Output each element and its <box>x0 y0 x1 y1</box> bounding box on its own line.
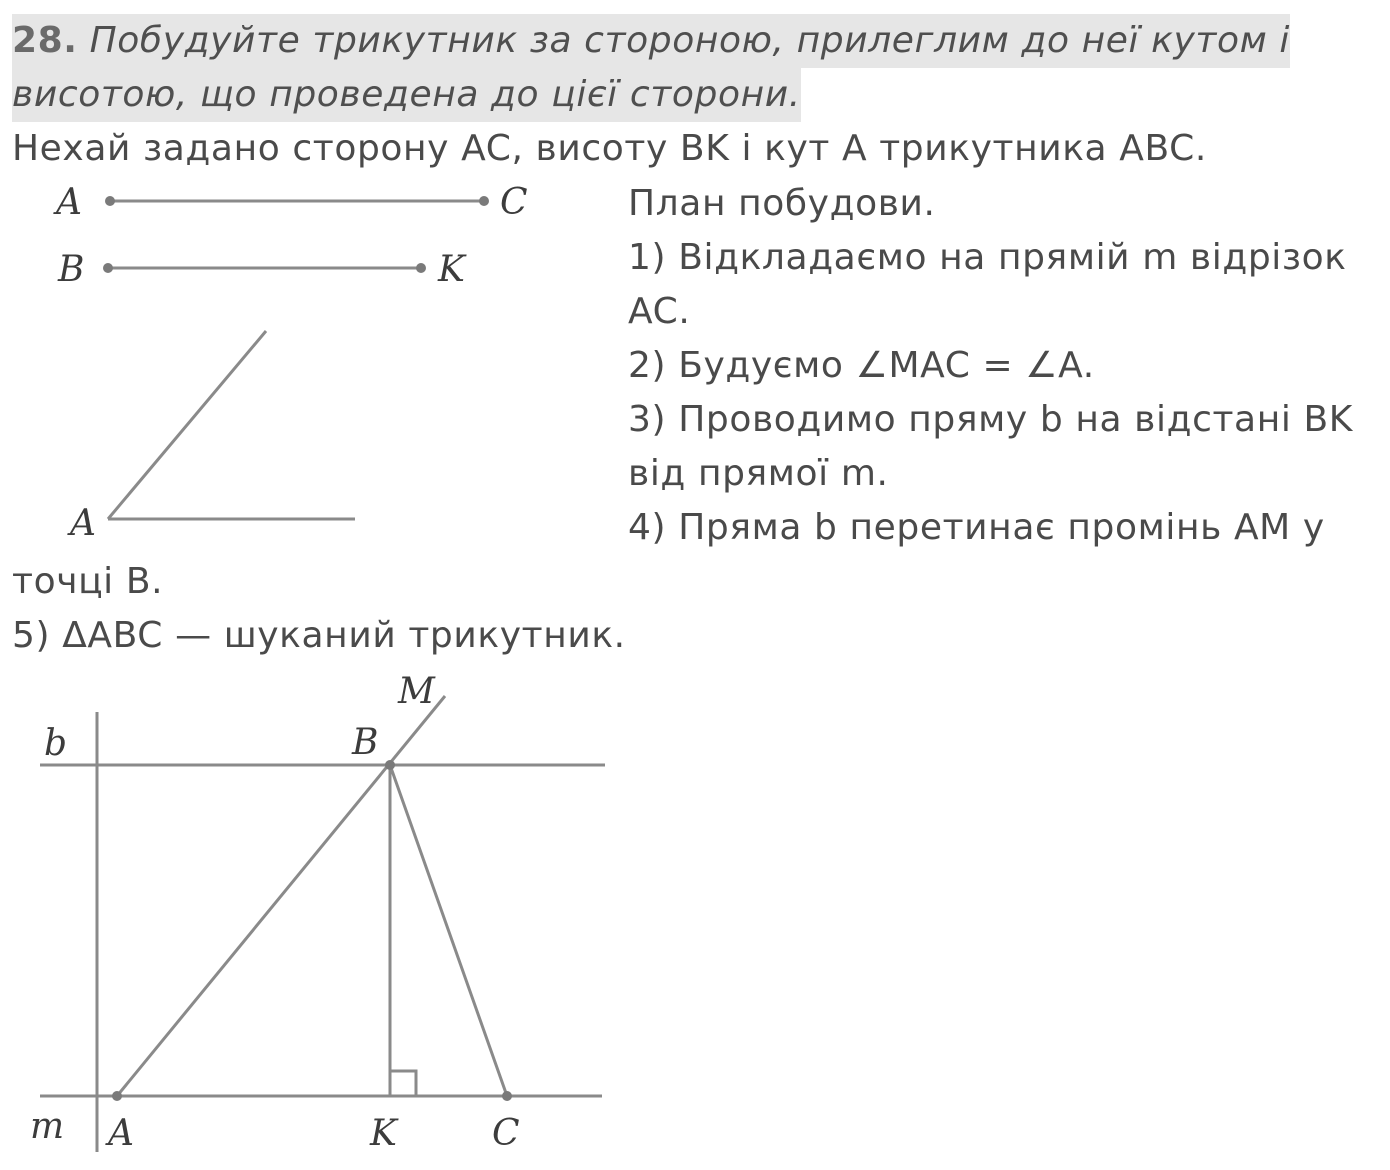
label-a-given: A <box>56 182 82 223</box>
plan-step-1-line-1: 1) Відкладаємо на прямій m відрізок <box>628 237 1347 278</box>
task-number: 28. <box>12 20 78 61</box>
plan-step-1-line-2: AC. <box>628 291 691 332</box>
point-a-construction <box>112 1091 122 1101</box>
label-line-b: b <box>44 723 68 764</box>
given-angle-a <box>67 331 355 544</box>
plan-step-5: 5) ΔABC — шуканий трикутник. <box>12 615 626 656</box>
point-a-dot <box>105 196 115 206</box>
label-line-m: m <box>30 1106 65 1147</box>
label-c-construction: C <box>492 1113 520 1154</box>
point-c-construction <box>502 1091 512 1101</box>
point-b-dot <box>103 263 113 273</box>
label-angle-a: A <box>70 503 96 544</box>
point-c-dot <box>479 196 489 206</box>
label-b-construction: B <box>352 722 379 763</box>
ray-am <box>117 696 445 1096</box>
point-b-construction <box>385 760 395 770</box>
task-text-1: Побудуйте трикутник за стороною, прилеглим до неї кутом і <box>89 20 1291 61</box>
given-segment-ac <box>53 182 528 223</box>
label-b-given: B <box>58 249 85 290</box>
plan-title: План побудови. <box>628 183 936 224</box>
label-k-construction: K <box>370 1113 397 1154</box>
right-angle-mark <box>390 1071 416 1096</box>
label-m-ray: M <box>398 671 435 712</box>
construction-figure <box>30 671 605 1154</box>
plan-step-4-line-1: 4) Пряма b перетинає промінь AM у <box>628 507 1325 548</box>
side-bc <box>390 765 507 1096</box>
label-k-given: K <box>438 249 465 290</box>
point-k-dot <box>416 263 426 273</box>
label-a-construction: A <box>108 1113 134 1154</box>
task-text-2: висотою, що проведена до цієї сторони. <box>12 74 801 115</box>
given-segment-bk <box>57 249 467 290</box>
plan-step-4-line-2: точці B. <box>12 561 164 602</box>
plan-step-3-line-1: 3) Проводимо пряму b на відстані BK <box>628 399 1354 440</box>
angle-ray-upper <box>108 331 266 519</box>
plan-step-3-line-2: від прямої m. <box>628 453 889 494</box>
plan-step-2: 2) Будуємо ∠MAC = ∠A. <box>628 345 1095 386</box>
label-c-given: C <box>500 182 528 223</box>
given-text: Нехай задано сторону AC, висоту BK і кут A трикутника ABC. <box>12 128 1207 169</box>
